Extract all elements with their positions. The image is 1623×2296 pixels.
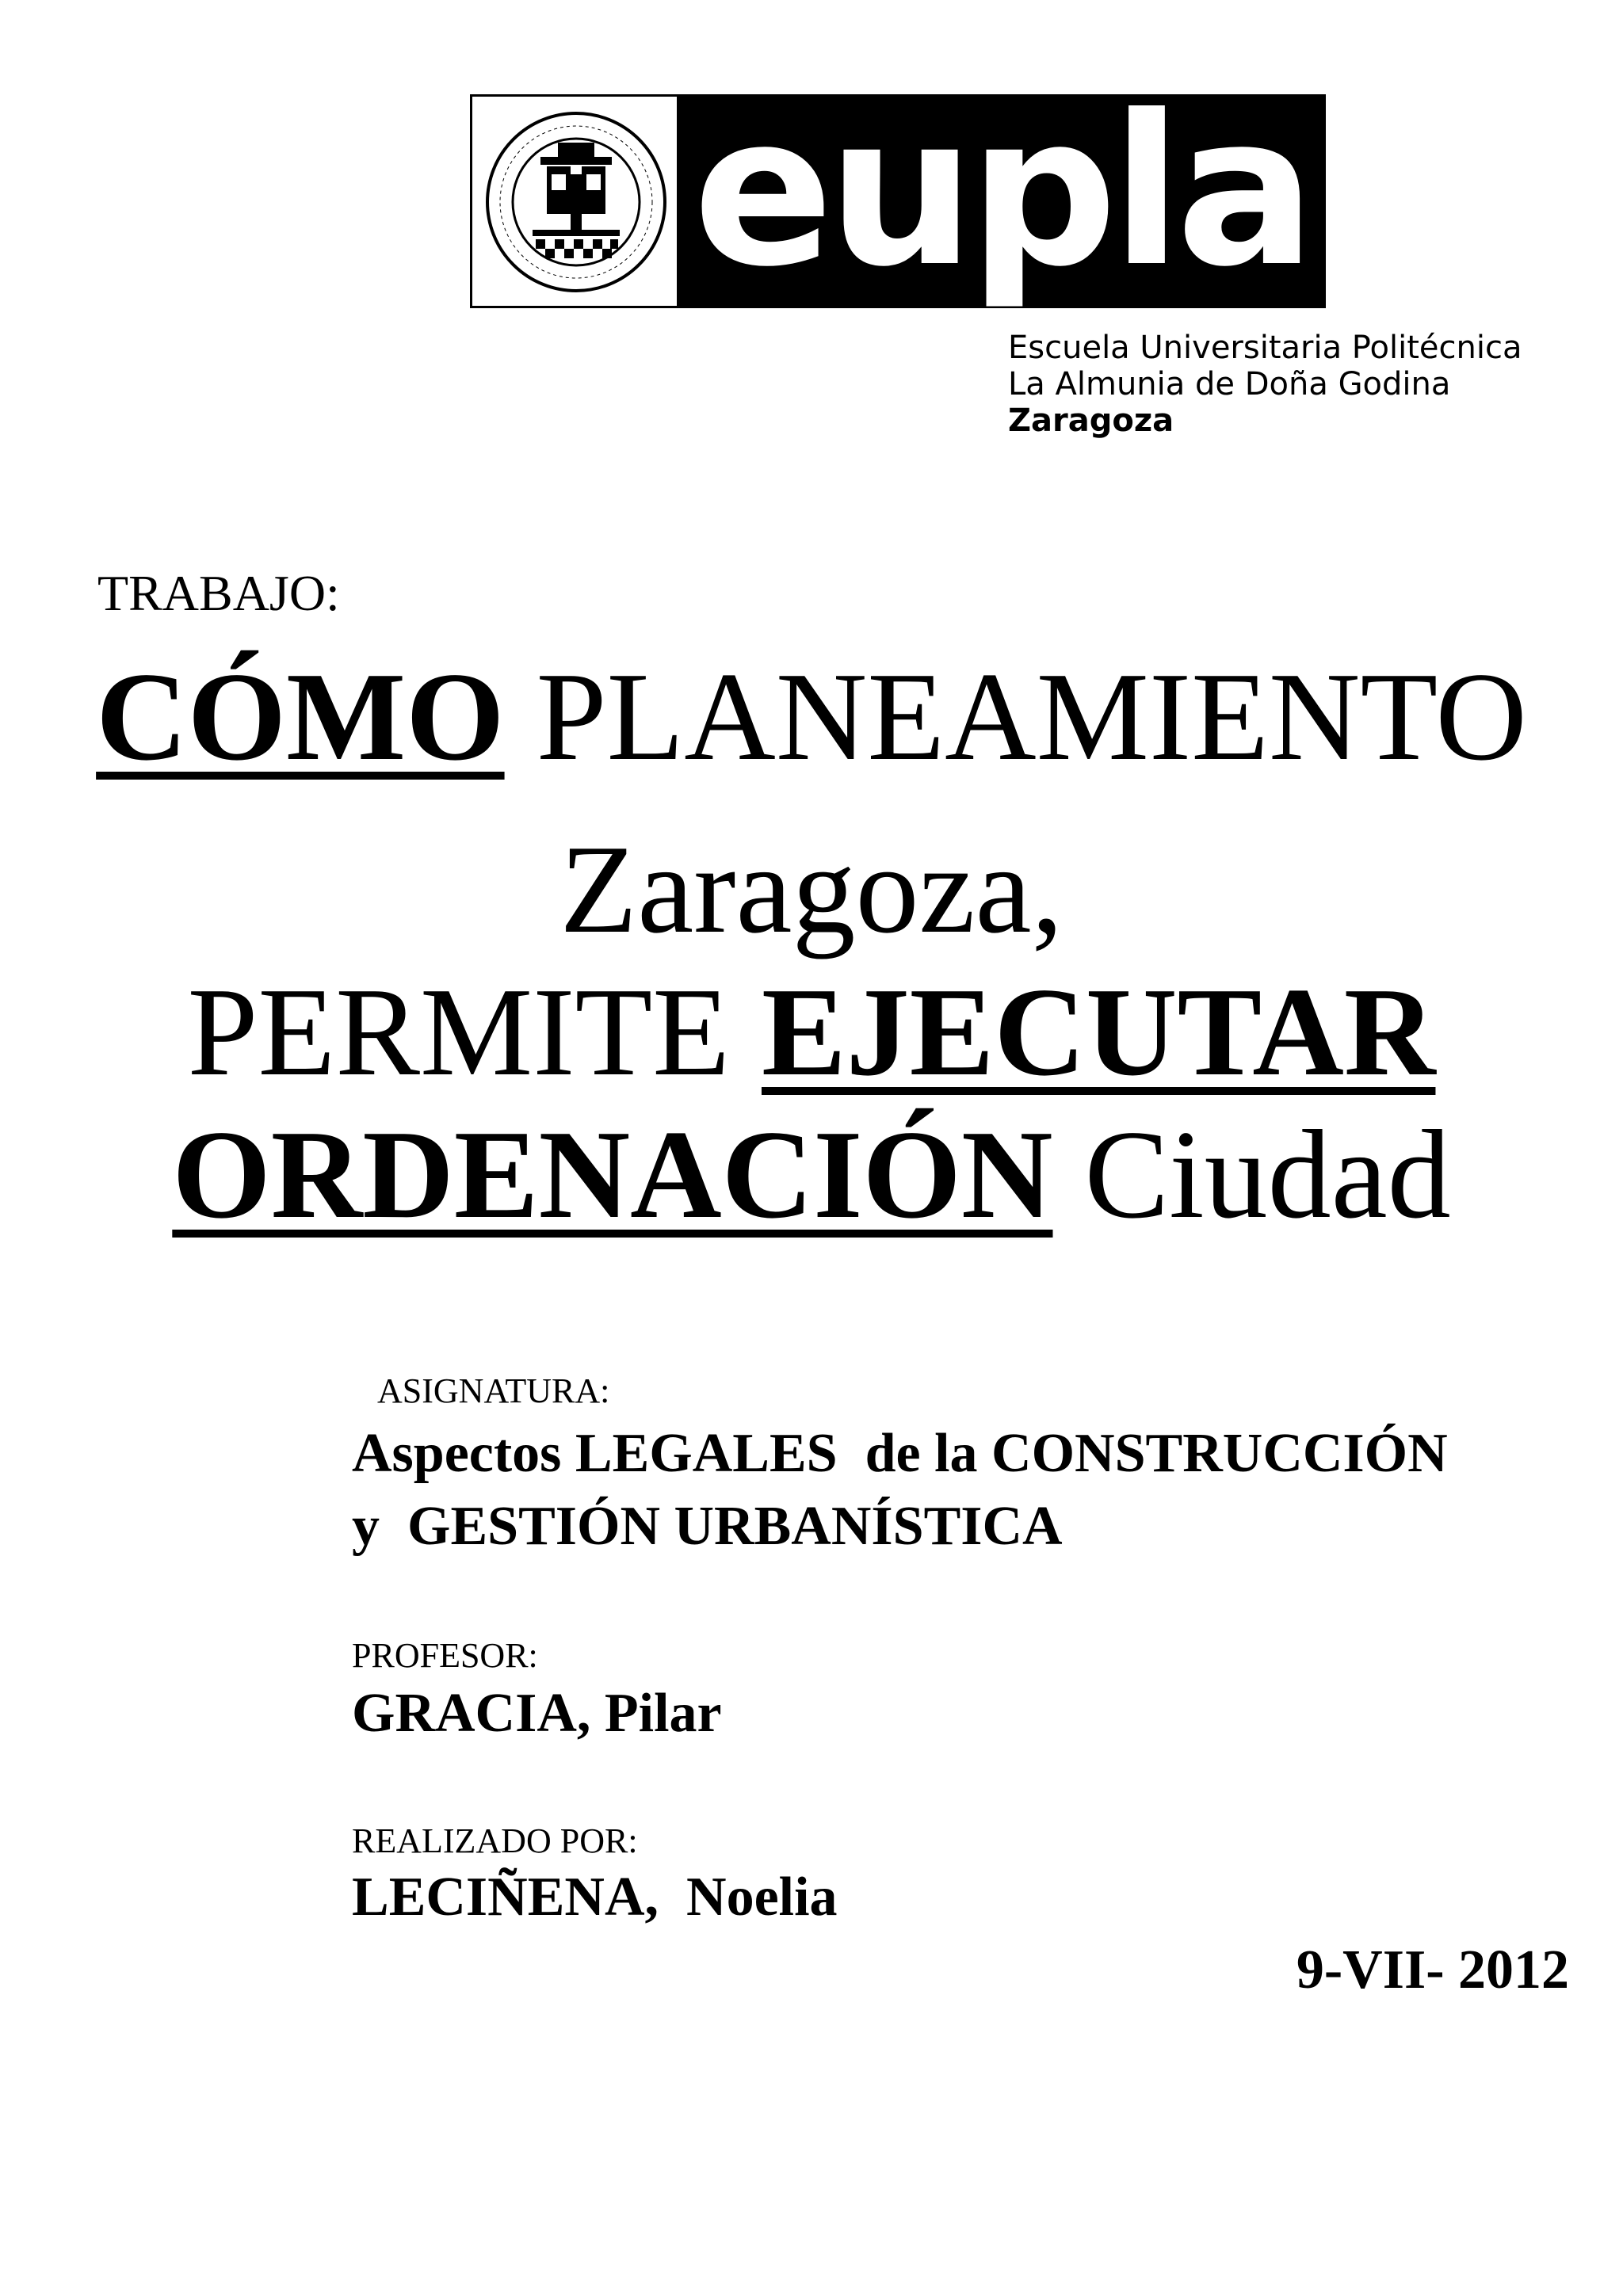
logo-wordmark: eupla xyxy=(693,71,1310,312)
professor-name: GRACIA, Pilar xyxy=(352,1683,722,1744)
work-label: TRABAJO: xyxy=(97,565,340,621)
title-line-3 xyxy=(0,959,1623,1104)
title-highlight-ejecutar: EJECUTAR xyxy=(761,961,1436,1102)
document-date: 9-VII- 2012 xyxy=(1296,1939,1569,2000)
school-line-2: La Almunia de Doña Godina xyxy=(1008,366,1451,402)
subject-label: ASIGNATURA: xyxy=(377,1371,610,1410)
title-text-ciudad: Ciudad xyxy=(1052,1104,1451,1245)
school-line-3: Zaragoza xyxy=(1008,402,1174,439)
title-line-4 xyxy=(0,1101,1623,1247)
title-highlight-como: CÓMO xyxy=(96,646,505,787)
subject-line-2: y GESTIÓN URBANÍSTICA xyxy=(352,1496,1063,1557)
university-seal-icon xyxy=(485,111,667,293)
eupla-logo xyxy=(470,71,1326,312)
title-line-1 xyxy=(0,643,1623,789)
professor-label: PROFESOR: xyxy=(352,1636,538,1675)
school-name xyxy=(1008,330,1522,439)
title-line-2: Zaragoza, xyxy=(559,818,1064,959)
author-name: LECIÑENA, Noelia xyxy=(352,1867,838,1928)
title-highlight-ordenacion: ORDENACIÓN xyxy=(172,1104,1053,1245)
logo-black-panel xyxy=(677,71,1326,312)
school-line-1: Escuela Universitaria Politécnica xyxy=(1008,330,1522,366)
title-text-permite: PERMITE xyxy=(187,961,762,1102)
author-label: REALIZADO POR: xyxy=(352,1821,638,1860)
title-text-planeamiento: PLANEAMIENTO xyxy=(504,646,1527,787)
subject-line-1: Aspectos LEGALES de la CONSTRUCCIÓN xyxy=(352,1423,1448,1484)
